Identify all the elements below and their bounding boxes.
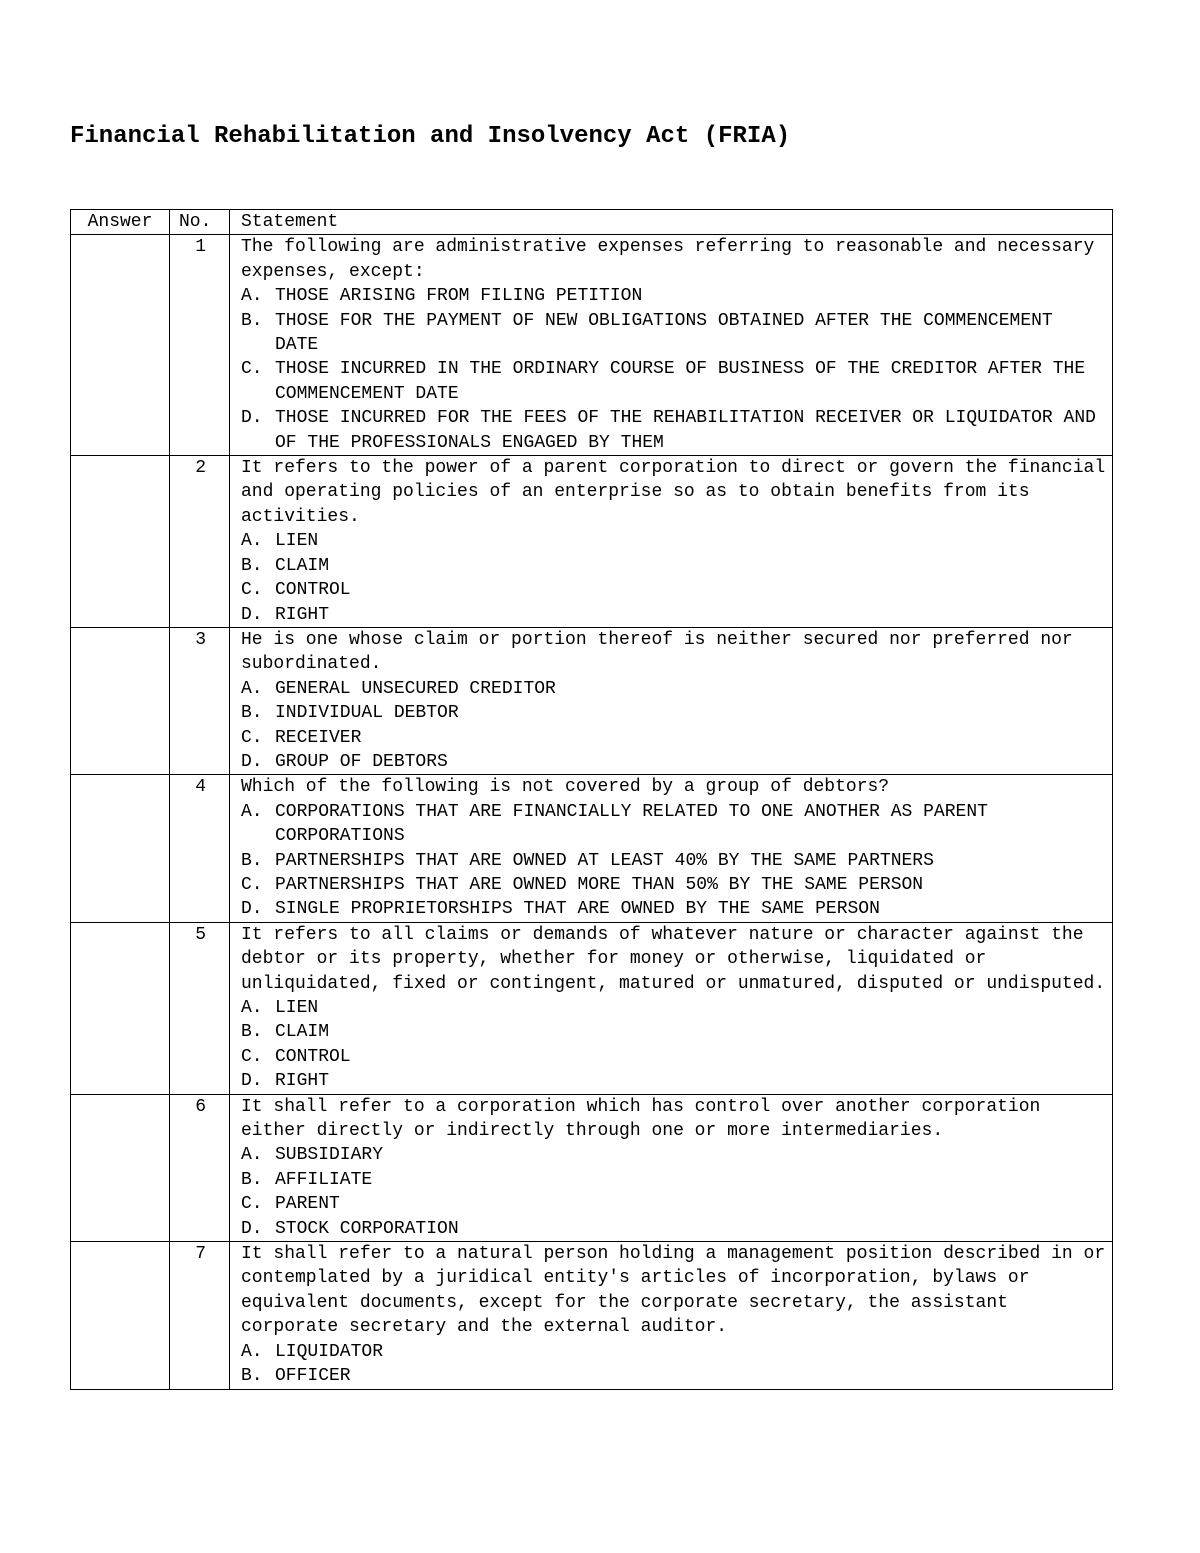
statement-cell <box>230 627 1113 774</box>
table-row <box>71 922 1113 1094</box>
table-row <box>71 775 1113 922</box>
answer-choice <box>241 309 1106 358</box>
header-number: No. <box>170 210 230 235</box>
choice-text: THOSE FOR THE PAYMENT OF NEW OBLIGATIONS OBTAINED AFTER THE COMMENCEMENT DATE <box>275 310 1053 356</box>
choice-text: CONTROL <box>275 580 351 601</box>
choice-text: PARTNERSHIPS THAT ARE OWNED AT LEAST 40% BY THE SAME PARTNERS <box>275 850 934 871</box>
choice-text: GROUP OF DEBTORS <box>275 751 448 772</box>
answer-choice <box>241 357 1106 406</box>
table-row <box>71 627 1113 774</box>
statement-cell <box>230 1242 1113 1389</box>
choice-text: THOSE ARISING FROM FILING PETITION <box>275 286 643 307</box>
answer-choice <box>241 1069 1106 1093</box>
choice-text: OFFICER <box>275 1366 351 1387</box>
choice-letter: A. <box>241 531 263 552</box>
question-text: He is one whose claim or portion thereof is neither secured nor preferred nor subordinated. <box>241 629 1073 675</box>
answer-choice <box>241 1045 1106 1069</box>
choice-text: RIGHT <box>275 604 330 625</box>
answer-choice <box>241 726 1106 750</box>
answer-choice <box>241 800 1106 849</box>
answer-choice <box>241 1020 1106 1044</box>
question-text: The following are administrative expenses referring to reasonable and necessary expenses, except: <box>241 237 1095 282</box>
answer-choice <box>241 1217 1106 1241</box>
choice-letter: B. <box>241 1022 263 1043</box>
choice-letter: D. <box>241 899 263 920</box>
answer-cell[interactable] <box>71 1094 170 1241</box>
choice-letter: B. <box>241 703 263 724</box>
answer-choice <box>241 750 1106 774</box>
choice-text: PARENT <box>275 1194 340 1215</box>
question-text: Which of the following is not covered by a group of debtors? <box>241 777 890 798</box>
answer-choice <box>241 677 1106 701</box>
choice-letter: A. <box>241 998 263 1018</box>
answer-cell[interactable] <box>71 1242 170 1389</box>
choice-letter: B. <box>241 850 263 871</box>
choice-text: AFFILIATE <box>275 1169 373 1190</box>
choice-letter: C. <box>241 1046 263 1067</box>
choice-letter: C. <box>241 727 263 748</box>
answer-choice <box>241 529 1106 553</box>
answer-choice <box>241 1364 1106 1388</box>
choice-letter: B. <box>241 1169 263 1190</box>
answer-choice <box>241 1168 1106 1192</box>
choice-text: GENERAL UNSECURED CREDITOR <box>275 678 556 699</box>
answer-choice <box>241 701 1106 725</box>
choice-letter: C. <box>241 1194 263 1215</box>
choice-letter: A. <box>241 678 263 699</box>
choice-letter: B. <box>241 310 263 331</box>
choice-text: THOSE INCURRED FOR THE FEES OF THE REHABILITATION RECEIVER OR LIQUIDATOR AND OF THE PROFESSIONALS ENGAGED BY THEM <box>275 408 1096 453</box>
choice-letter: D. <box>241 1218 263 1239</box>
choice-letter: A. <box>241 1341 263 1362</box>
answer-choice <box>241 1143 1106 1167</box>
statement-cell <box>230 456 1113 628</box>
answer-cell[interactable] <box>71 922 170 1094</box>
choice-letter: D. <box>241 408 263 429</box>
table-row <box>71 1094 1113 1241</box>
table-header-row <box>71 210 1113 235</box>
choice-letter: D. <box>241 1071 263 1092</box>
question-text: It shall refer to a corporation which has control over another corporation either directly or indirectly through one or more intermediaries. <box>241 1096 1041 1142</box>
answer-choice <box>241 873 1106 897</box>
statement-cell <box>230 1094 1113 1241</box>
choice-letter: A. <box>241 1145 263 1166</box>
table-row <box>71 456 1113 628</box>
table-row <box>71 1242 1113 1389</box>
choice-letter: C. <box>241 580 263 601</box>
answer-choice <box>241 849 1106 873</box>
answer-choice <box>241 578 1106 602</box>
statement-cell <box>230 775 1113 922</box>
answer-choice <box>241 996 1106 1020</box>
answer-cell[interactable] <box>71 235 170 456</box>
question-number: 7 <box>170 1242 230 1389</box>
choice-text: RECEIVER <box>275 727 362 748</box>
answer-choice <box>241 897 1106 921</box>
question-text: It refers to all claims or demands of whatever nature or character against the debtor or its property, whether for money or otherwise, liquidated or unliquidated, fixed or contingent, matured or unmatured, disputed or undisputed. <box>241 924 1106 994</box>
quiz-table <box>70 209 1113 1390</box>
choice-text: CLAIM <box>275 555 330 576</box>
choice-text: INDIVIDUAL DEBTOR <box>275 703 459 724</box>
header-answer: Answer <box>71 210 170 235</box>
choice-text: PARTNERSHIPS THAT ARE OWNED MORE THAN 50% BY THE SAME PERSON <box>275 874 924 895</box>
answer-choice <box>241 603 1106 627</box>
question-number: 2 <box>170 456 230 628</box>
question-number: 1 <box>170 235 230 456</box>
choice-text: CLAIM <box>275 1022 330 1043</box>
choice-letter: C. <box>241 874 263 895</box>
question-text: It shall refer to a natural person holding a management position described in or contemplated by a juridical entity's articles of incorporation, bylaws or equivalent documents, except for the corporate secretary, the assistant corporate secretary and the external auditor. <box>241 1244 1106 1338</box>
answer-cell[interactable] <box>71 627 170 774</box>
table-row <box>71 235 1113 456</box>
answer-choice <box>241 406 1106 455</box>
choice-text: SINGLE PROPRIETORSHIPS THAT ARE OWNED BY THE SAME PERSON <box>275 899 880 920</box>
choice-text: LIEN <box>275 998 319 1018</box>
answer-cell[interactable] <box>71 775 170 922</box>
statement-cell <box>230 235 1113 456</box>
answer-choice <box>241 554 1106 578</box>
choice-text: THOSE INCURRED IN THE ORDINARY COURSE OF BUSINESS OF THE CREDITOR AFTER THE COMMENCEMENT DATE <box>275 359 1086 404</box>
choice-letter: A. <box>241 801 263 822</box>
choice-text: LIEN <box>275 531 319 552</box>
choice-text: SUBSIDIARY <box>275 1145 384 1166</box>
choice-text: CORPORATIONS THAT ARE FINANCIALLY RELATED TO ONE ANOTHER AS PARENT CORPORATIONS <box>275 801 988 847</box>
question-number: 4 <box>170 775 230 922</box>
choice-letter: B. <box>241 1366 263 1387</box>
choice-text: STOCK CORPORATION <box>275 1218 459 1239</box>
choice-text: CONTROL <box>275 1046 351 1067</box>
choice-letter: D. <box>241 751 263 772</box>
answer-cell[interactable] <box>71 456 170 628</box>
choice-letter: D. <box>241 604 263 625</box>
answer-choice <box>241 284 1106 308</box>
choice-text: RIGHT <box>275 1071 330 1092</box>
question-number: 5 <box>170 922 230 1094</box>
statement-cell <box>230 922 1113 1094</box>
question-number: 3 <box>170 627 230 774</box>
answer-choice <box>241 1192 1106 1216</box>
header-statement: Statement <box>230 210 1113 235</box>
choice-letter: C. <box>241 359 263 380</box>
choice-text: LIQUIDATOR <box>275 1341 384 1362</box>
table-body <box>71 235 1113 1389</box>
question-text: It refers to the power of a parent corporation to direct or govern the financial and operating policies of an enterprise so as to obtain benefits from its activities. <box>241 458 1106 527</box>
answer-choice <box>241 1340 1106 1364</box>
page-title: Financial Rehabilitation and Insolvency Act (FRIA) <box>70 123 791 150</box>
choice-letter: B. <box>241 555 263 576</box>
question-number: 6 <box>170 1094 230 1241</box>
choice-letter: A. <box>241 286 263 307</box>
